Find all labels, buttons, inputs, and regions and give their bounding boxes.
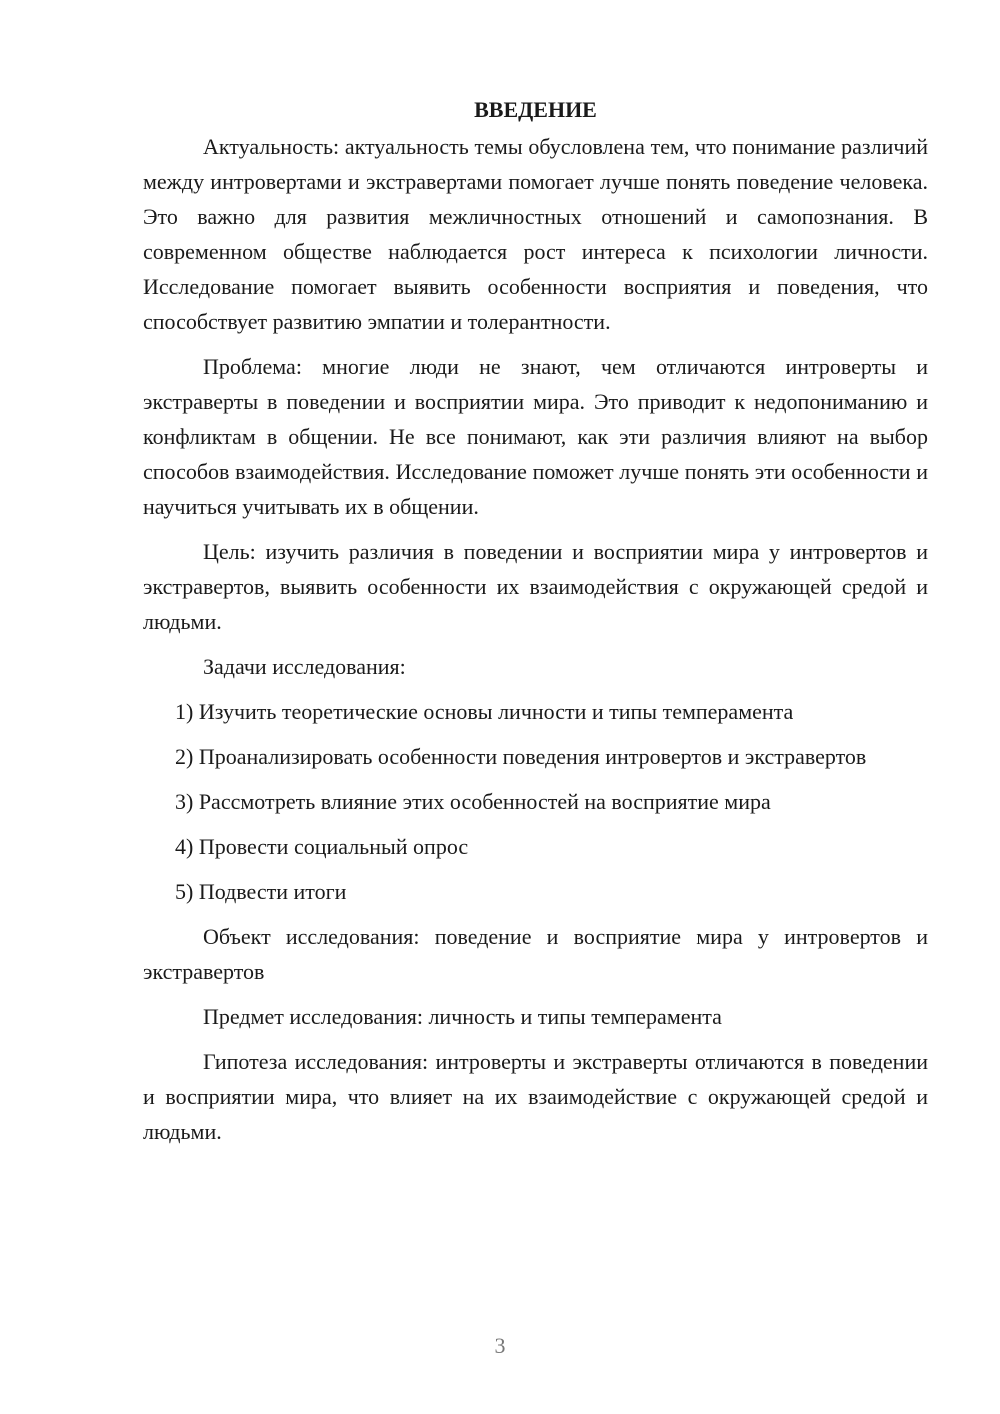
- page-number: 3: [494, 1333, 506, 1358]
- problem-paragraph: Проблема: многие люди не знают, чем отличаются интроверты и экстраверты в поведении и восприятии мира. Это приводит к недопониманию и конфликтам в общении. Не все понимают, как эти различия влияют на выбор способов взаимодействия. Исследование поможет лучше понять эти особенности и научиться учитывать их в общении.: [143, 354, 928, 519]
- task-item: 5) Подвести итоги: [175, 879, 347, 904]
- subject-paragraph: Предмет исследования: личность и типы темперамента: [203, 1004, 722, 1029]
- section-title: ВВЕДЕНИЕ: [474, 97, 597, 122]
- hypothesis-paragraph: Гипотеза исследования: интроверты и экстраверты отличаются в поведении и восприятии мира, что влияет на их взаимодействие с окружающей средой и людьми.: [143, 1049, 928, 1144]
- task-item: 3) Рассмотреть влияние этих особенностей на восприятие мира: [175, 789, 771, 814]
- document-page: [143, 92, 928, 1159]
- relevance-paragraph: Актуальность: актуальность темы обусловлена тем, что понимание различий между интровертами и экстравертами помогает лучше понять поведение человека. Это важно для развития межличностных отношений и самопознания. В современном обществе наблюдается рост интереса к психологии личности. Исследование помогает выявить особенности восприятия и поведения, что способствует развитию эмпатии и толерантности.: [143, 134, 928, 334]
- object-paragraph: Объект исследования: поведение и восприятие мира у интровертов и экстравертов: [143, 924, 928, 984]
- goal-paragraph: Цель: изучить различия в поведении и восприятии мира у интровертов и экстравертов, выявить особенности их взаимодействия с окружающей средой и людьми.: [143, 539, 928, 634]
- task-item: 4) Провести социальный опрос: [175, 834, 469, 859]
- task-item: 2) Проанализировать особенности поведения интровертов и экстравертов: [175, 744, 867, 769]
- task-item: 1) Изучить теоретические основы личности и типы темперамента: [175, 699, 794, 724]
- tasks-heading: Задачи исследования:: [203, 654, 406, 679]
